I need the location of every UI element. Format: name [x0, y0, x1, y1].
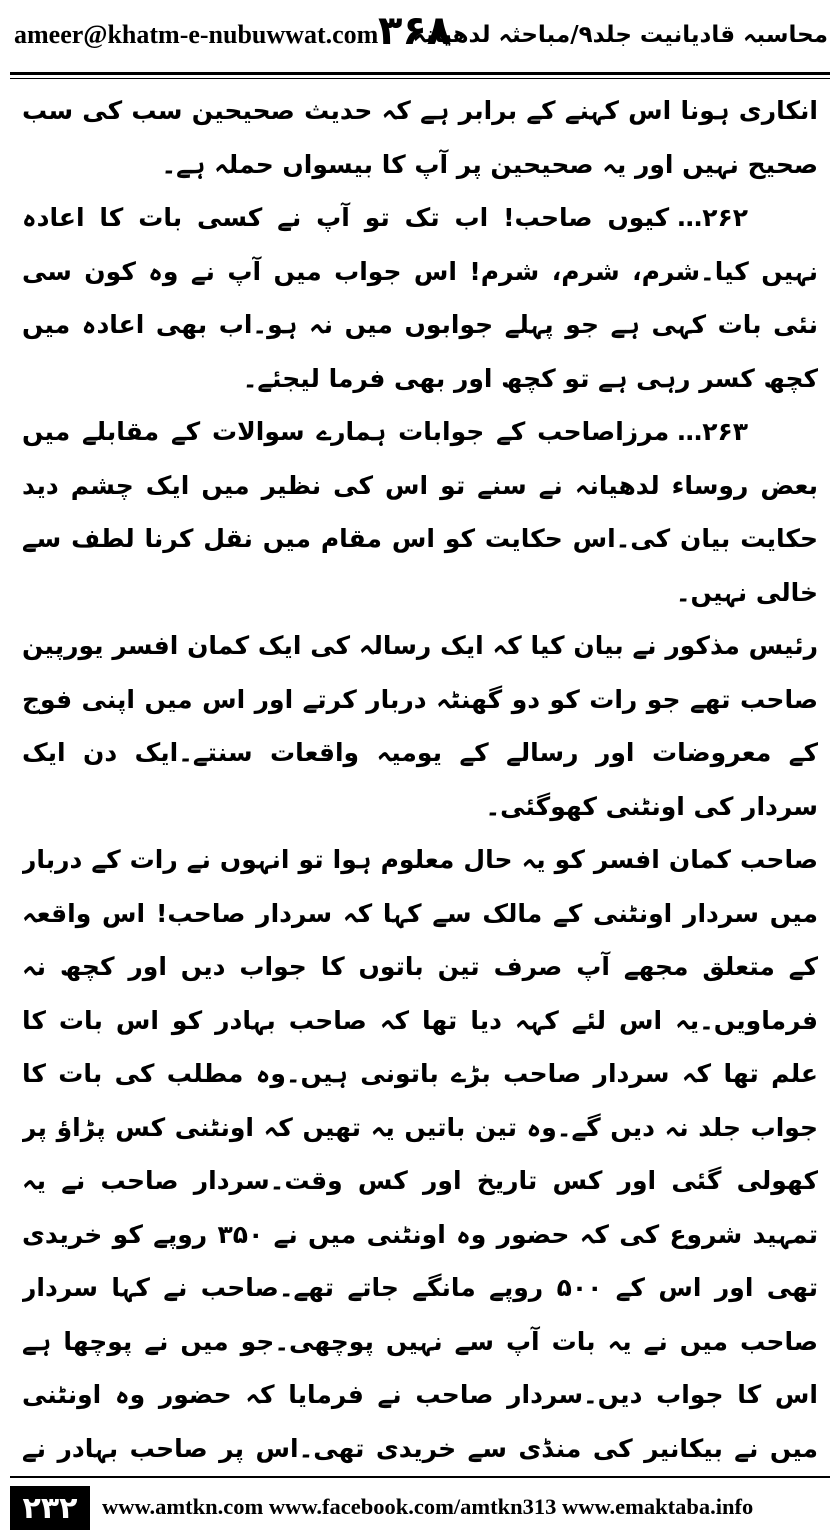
header-book-title: محاسبہ قادیانیت جلد۹/مباحثہ لدھیانہ: [412, 22, 828, 48]
footer-page-number: ۲۳۲: [10, 1486, 90, 1530]
paragraph-text: صاحب کمان افسر کو یہ حال معلوم ہوا تو انہوں نے رات کے دربار میں سردار اونٹنی کے مالک سے کہا کہ سردار صاحب! اس واقعہ کے متعلق مجھے آپ صرف تین باتوں کا جواب دیں اور کچھ نہ فرماویں۔یہ اس لئے کہہ دیا تھا کہ صاحب بہادر کو اس بات کا علم تھا کہ سردار صاحب بڑے باتونی ہیں۔وہ مطلب کی بات کا جواب جلد نہ دیں گے۔وہ تین باتیں یہ تھیں کہ اونٹنی کس پڑاؤ پر کھولی گئی اور کس تاریخ اور کس وقت۔سردار صاحب نے یہ تمہید شروع کی کہ حضور وہ اونٹنی میں نے ۳۵۰ روپے کو خریدی تھی اور اس کے ۵۰۰ روپے مانگے جاتے تھے۔صاحب نے کہا سردار صاحب میں نے یہ بات آپ سے نہیں پوچھی۔جو میں نے پوچھا ہے اس کا جواب دیں۔سردار صاحب نے فرمایا کہ حضور وہ اونٹنی میں نے بیکانیر کی منڈی سے خریدی تھی۔اس پر صاحب بہادر نے: [22, 845, 818, 1463]
page-body: [22, 84, 818, 1464]
paragraph-text: مرزاصاحب کے جوابات ہمارے سوالات کے مقابلے میں بعض روساء لدھیانہ نے سنے تو اس کی نظیر میں ایک چشم دید حکایت بیان کی۔اس حکایت کو اس مقام میں نقل کرنا لطف سے خالی نہیں۔: [22, 417, 818, 607]
paragraph-number: ۲۶۲…: [677, 203, 748, 232]
paragraph-1: [22, 84, 818, 191]
paragraph-263: [22, 405, 818, 619]
paragraph-story-1: [22, 619, 818, 833]
header-page-number: ۳۶۸: [378, 8, 452, 54]
page-footer: [10, 1476, 830, 1534]
page-header: [0, 0, 840, 78]
footer-links: www.amtkn.com www.facebook.com/amtkn313 www.emaktaba.info: [102, 1494, 754, 1519]
header-divider: [10, 72, 830, 79]
header-email: ameer@khatm-e-nubuwwat.com: [14, 20, 379, 49]
paragraph-text: رئیس مذکور نے بیان کیا کہ ایک رسالہ کی ایک کمان افسر یورپین صاحب تھے جو رات کو دو گھنٹہ دربار کرتے اور اس میں اپنی فوج کے معروضات اور رسالے کے یومیہ واقعات سنتے۔ایک دن ایک سردار کی اونٹنی کھوگئی۔: [22, 631, 818, 821]
paragraph-text: کیوں صاحب! اب تک تو آپ نے کسی بات کا اعادہ نہیں کیا۔شرم، شرم، شرم! اس جواب میں آپ نے وہ کون سی نئی بات کہی ہے جو پہلے جوابوں میں نہ ہو۔اب بھی اعادہ میں کچھ کسر رہی ہے تو کچھ اور بھی فرما لیجئے۔: [22, 203, 818, 393]
paragraph-262: [22, 191, 818, 405]
paragraph-story-2: [22, 833, 818, 1464]
paragraph-number: ۲۶۳…: [677, 417, 748, 446]
paragraph-text: انکاری ہونا اس کہنے کے برابر ہے کہ حدیث صحیحین سب کی سب صحیح نہیں اور یہ صحیحین پر آپ کا بیسواں حملہ ہے۔: [22, 96, 818, 179]
